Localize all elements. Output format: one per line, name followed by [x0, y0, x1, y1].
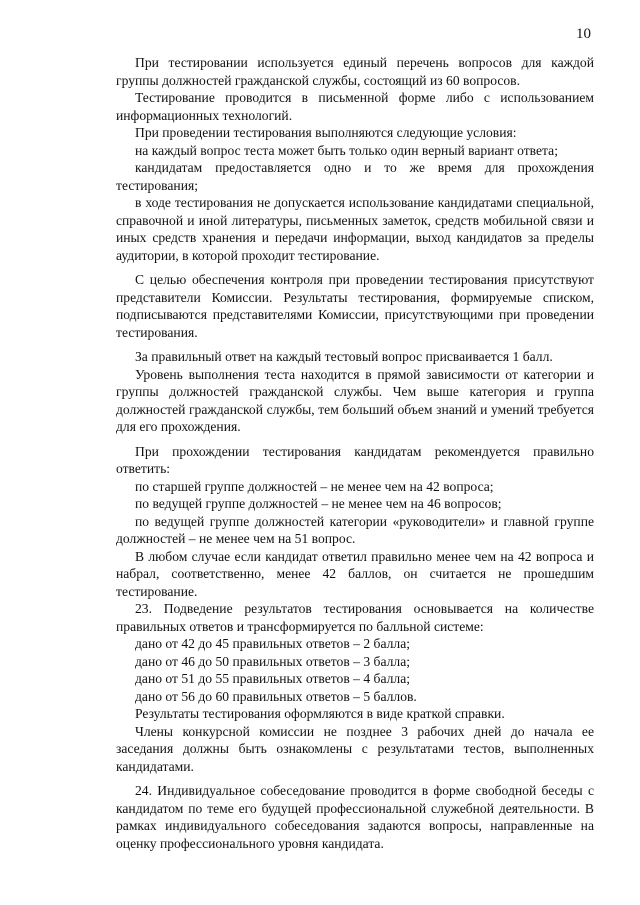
paragraph: С целью обеспечения контроля при проведении тестирования присутствуют представители Комиссии. Результаты тестирования, формируемые списком, подписываются представителями Комиссии, присутствующими при проведении тестирования.: [116, 272, 594, 340]
list-item: по старшей группе должностей – не менее чем на 42 вопроса;: [135, 478, 494, 494]
list-item: дано от 46 до 50 правильных ответов – 3 балла;: [135, 653, 411, 669]
list-item: по ведущей группе должностей – не менее чем на 46 вопросов;: [135, 496, 502, 511]
page-number: 10: [576, 26, 591, 42]
paragraph: При тестировании используется единый перечень вопросов для каждой группы должностей гражданской службы, состоящий из 60 вопросов.: [116, 55, 594, 88]
paragraph: Члены конкурсной комиссии не позднее 3 рабочих дней до начала ее заседания должны быть ознакомлены с результатами тестов, выполненных кандидатами.: [116, 723, 594, 774]
list-item: на каждый вопрос теста может быть только один верный вариант ответа;: [135, 142, 558, 158]
paragraph: Тестирование проводится в письменной форме либо с использованием информационных технологий.: [116, 90, 594, 123]
list-item: дано от 42 до 45 правильных ответов – 2 балла;: [135, 636, 411, 651]
paragraph: 24. Индивидуальное собеседование проводится в форме свободной беседы с кандидатом по теме его будущей профессиональной служебной деятельности. В рамках индивидуального собеседования задаются вопросы, направленные на оценку профессионального уровня кандидата.: [116, 783, 594, 851]
paragraph: При проведении тестирования выполняются следующие условия:: [135, 125, 517, 140]
paragraph: Результаты тестирования оформляются в виде краткой справки.: [135, 706, 505, 721]
paragraph: В любом случае если кандидат ответил правильно менее чем на 42 вопроса и набрал, соответственно, менее 42 баллов, он считается не прошедшим тестирование.: [116, 548, 594, 599]
list-item: кандидатам предоставляется одно и то же время для прохождения тестирования;: [116, 160, 594, 193]
list-item: в ходе тестирования не допускается использование кандидатами специальной, справочной и иной литературы, письменных заметок, средств мобильной связи и иных средств хранения и передачи информации, выход кандидатов за пределы аудитории, в которой проходит тестирование.: [116, 195, 594, 263]
paragraph: Уровень выполнения теста находится в прямой зависимости от категории и группы должностей гражданской службы. Чем выше категория и группа должностей гражданской службы, тем больший объем знаний и умений требуется для его прохождения.: [116, 366, 594, 434]
document-body: [116, 54, 594, 852]
list-item: по ведущей группе должностей категории «руководители» и главной группе должностей – не менее чем на 51 вопрос.: [116, 513, 594, 546]
list-item: дано от 51 до 55 правильных ответов – 4 балла;: [135, 671, 411, 686]
list-item: дано от 56 до 60 правильных ответов – 5 баллов.: [135, 688, 417, 704]
paragraph: 23. Подведение результатов тестирования основывается на количестве правильных ответов и трансформируется по балльной системе:: [116, 601, 594, 634]
paragraph: При прохождении тестирования кандидатам рекомендуется правильно ответить:: [116, 443, 594, 476]
paragraph: За правильный ответ на каждый тестовый вопрос присваивается 1 балл.: [135, 349, 553, 364]
